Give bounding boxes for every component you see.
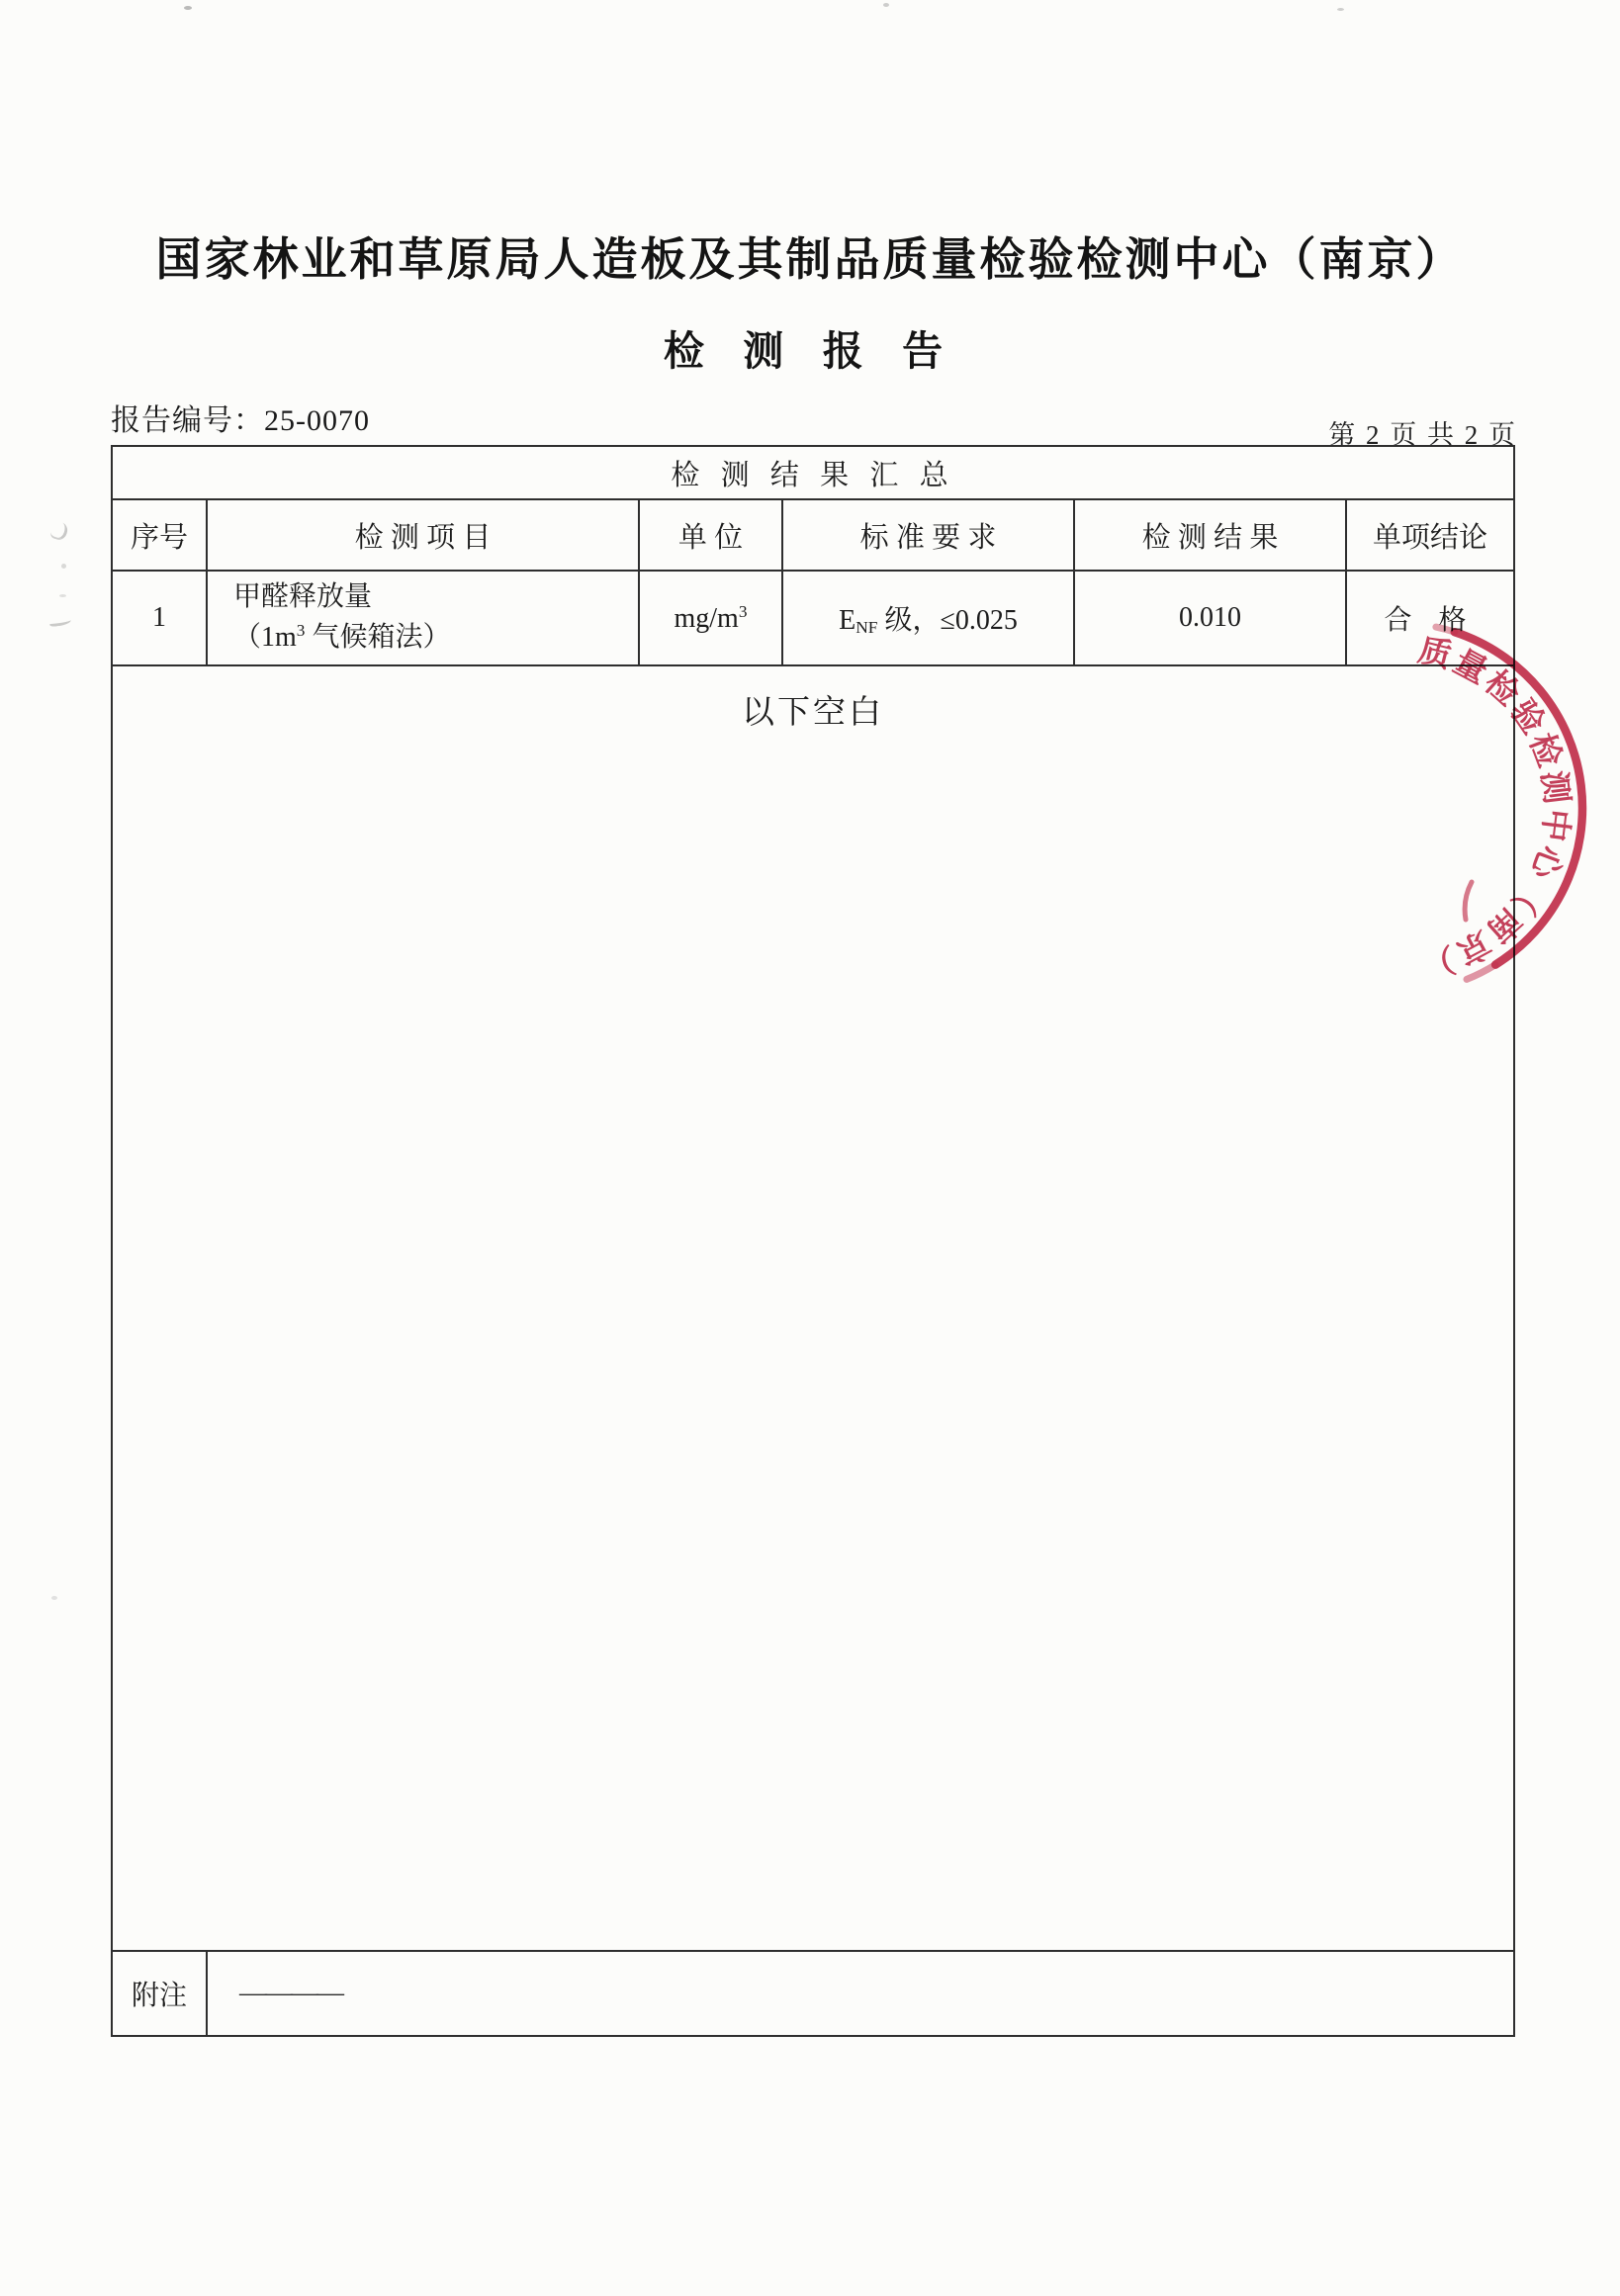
seal-text-path: 质量检验检测中心（南京） [1414,631,1576,985]
scan-artifact [59,594,66,597]
page-indicator: 第 2 页 共 2 页 [1328,420,1517,450]
scan-artifact [49,618,72,627]
scan-artifact [49,520,70,542]
column-header-result: 检 测 结 果 [1074,499,1346,571]
requirement-grade-subscript: NF [855,618,878,637]
scan-artifact [883,3,889,7]
scan-artifact [184,6,192,10]
report-number-label: 报告编号： [111,404,264,437]
table-row [112,571,1514,665]
requirement-grade-letter: E [839,605,856,636]
table-caption: 检 测 结 果 汇 总 [112,446,1514,499]
unit-base: mg/m [674,602,739,634]
test-item-method-pre: （1m [233,622,297,653]
blank-below-note: 以下空白 [742,695,885,731]
test-item-name: 甲醛释放量 [233,581,373,613]
test-item-method [233,622,450,653]
cell-seq-no: 1 [112,571,207,665]
scan-artifact [1337,8,1344,11]
scan-artifact [61,564,66,569]
footnote-label: 附注 [112,1951,207,2036]
column-header-item: 检 测 项 目 [207,499,639,571]
test-item-method-sup: 3 [296,621,306,640]
cell-unit [639,571,782,665]
unit-exponent: 3 [738,601,748,621]
test-item-method-post: 气候箱法） [305,622,451,653]
column-header-conclusion: 单项结论 [1346,499,1514,571]
footnote-row [112,1951,1514,2036]
result-summary-table [111,445,1515,2037]
report-number [111,396,370,439]
blank-area [112,665,1514,1951]
column-header-unit: 单 位 [639,499,782,571]
requirement-limit: 级，≤0.025 [877,605,1018,636]
scan-artifact [51,1596,57,1600]
column-header-no: 序号 [112,499,207,571]
column-header-requirement: 标 准 要 求 [782,499,1074,571]
cell-requirement [782,571,1074,665]
cell-test-item [207,571,639,665]
document-subtitle: 检 测 报 告 [663,328,957,374]
document-title: 国家林业和草原局人造板及其制品质量检验检测中心（南京） [155,233,1465,285]
cell-result: 0.010 [1074,571,1346,665]
footnote-value: ———— [207,1951,1514,2036]
table-header-row [112,499,1514,571]
report-number-value: 25-0070 [264,404,370,437]
cell-conclusion: 合 格 [1346,571,1514,665]
